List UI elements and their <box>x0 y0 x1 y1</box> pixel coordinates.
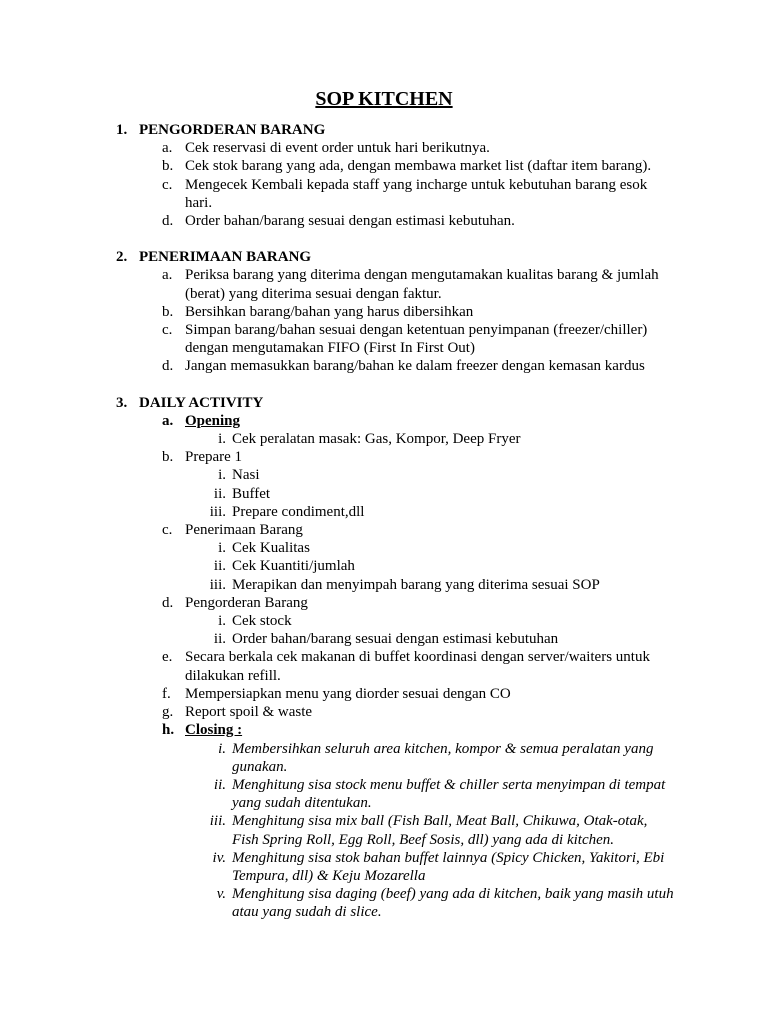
list-item-label: Report spoil & waste <box>185 704 313 721</box>
list-item-label: Secara berkala cek makanan di buffet koordinasi dengan server/waiters untuk dilakukan refill. <box>185 649 650 684</box>
list-item-text <box>185 521 675 539</box>
list-item-label: Prepare 1 <box>185 449 243 466</box>
sub-list-marker: i. <box>218 540 226 557</box>
sub-list-marker: iii. <box>209 503 226 520</box>
sub-list-item <box>0 503 768 521</box>
list-item-label: Simpan barang/bahan sesuai dengan ketentuan penyimpanan (freezer/chiller) dengan mengutamakan FIFO (First In First Out) <box>185 322 648 357</box>
section-1 <box>0 121 768 230</box>
list-item-label: Mempersiapkan menu yang diorder sesuai dengan CO <box>185 685 511 702</box>
list-item <box>0 266 768 302</box>
sub-list-text: Order bahan/barang sesuai dengan estimasi kebutuhan <box>232 631 559 648</box>
sub-list-item <box>0 485 768 503</box>
sub-list-marker: ii. <box>213 631 226 648</box>
list-item-label: Order bahan/barang sesuai dengan estimasi kebutuhan. <box>185 213 515 230</box>
sub-list-marker: iii. <box>209 576 226 593</box>
list-item-text <box>185 266 675 302</box>
sub-list-item <box>0 557 768 575</box>
sub-list-marker: i. <box>218 467 226 484</box>
sub-list-text: Menghitung sisa stock menu buffet & chiller serta menyimpan di tempat yang sudah ditentukan. <box>232 776 666 812</box>
sub-list-marker: i. <box>218 613 226 630</box>
list-item <box>0 412 768 430</box>
sub-list-item <box>0 430 768 448</box>
sub-list-item <box>0 776 768 812</box>
section-title: PENERIMAAN BARANG <box>139 249 312 266</box>
sub-list-item <box>0 576 768 594</box>
list-marker: g. <box>162 704 174 721</box>
list-item-label: Pengorderan Barang <box>185 594 308 611</box>
list-item <box>0 357 768 375</box>
section-number: 3. <box>116 394 128 411</box>
sub-list-marker: ii. <box>213 776 226 793</box>
sub-list-item <box>0 612 768 630</box>
list-marker: a. <box>162 267 173 284</box>
list-item-text <box>185 212 675 230</box>
list-item-text <box>185 448 675 466</box>
list-item <box>0 648 768 684</box>
sub-list-item <box>0 539 768 557</box>
sub-list-item <box>0 740 768 776</box>
sub-list-item <box>0 466 768 484</box>
list-item-text <box>185 721 675 739</box>
sub-list-marker: v. <box>216 886 226 903</box>
list-item-text <box>185 157 675 175</box>
list-item-text <box>185 176 675 212</box>
sub-list-text: Cek stock <box>232 613 292 630</box>
list-marker: d. <box>162 213 174 230</box>
sub-list-marker: i. <box>218 740 226 757</box>
sub-list-text: Prepare condiment,dll <box>232 503 365 520</box>
list-item-text <box>185 357 675 375</box>
sub-list-text: Cek Kualitas <box>232 540 310 557</box>
section-number: 2. <box>116 249 128 266</box>
section-heading <box>0 394 768 412</box>
sub-list-text: Menghitung sisa mix ball (Fish Ball, Meat Ball, Chikuwa, Otak-otak, Fish Spring Roll, Egg Roll, Beef Sosis, dll) yang ada di kitchen. <box>232 813 648 848</box>
section-title: PENGORDERAN BARANG <box>139 122 326 138</box>
list-item-label: Periksa barang yang diterima dengan mengutamakan kualitas barang & jumlah (berat) yang diterima sesuai dengan faktur. <box>185 267 659 302</box>
section-number: 1. <box>116 122 128 138</box>
sub-list-item <box>0 849 768 885</box>
list-item-text <box>185 303 675 321</box>
section-title: DAILY ACTIVITY <box>139 394 264 411</box>
sub-list-text: Buffet <box>232 485 271 502</box>
list-item-text <box>185 412 675 430</box>
list-item-text <box>185 321 675 357</box>
list-marker: c. <box>162 322 173 339</box>
list-item-text <box>185 594 675 612</box>
list-item <box>0 594 768 612</box>
sub-list-marker: iii. <box>209 813 226 830</box>
list-marker: a. <box>162 140 173 157</box>
list-item-label: Cek reservasi di event order untuk hari berikutnya. <box>185 140 490 157</box>
list-marker: b. <box>162 449 174 466</box>
document-title: SOP KITCHEN <box>315 88 453 110</box>
section-heading <box>0 121 768 139</box>
list-item-label: Penerimaan Barang <box>185 522 303 539</box>
sub-list-text: Merapikan dan menyimpah barang yang diterima sesuai SOP <box>232 576 600 593</box>
list-item <box>0 721 768 739</box>
sub-list-marker: i. <box>218 431 226 448</box>
list-item-label: Opening <box>185 412 241 429</box>
list-item-label: Jangan memasukkan barang/bahan ke dalam freezer dengan kemasan kardus <box>185 358 645 375</box>
list-item <box>0 703 768 721</box>
list-item <box>0 521 768 539</box>
list-item-text <box>185 703 675 721</box>
sub-list-item <box>0 885 768 921</box>
list-marker: b. <box>162 303 174 320</box>
sub-list-item <box>0 812 768 848</box>
list-item <box>0 448 768 466</box>
section-2 <box>0 248 768 375</box>
sub-list-marker: iv. <box>212 849 226 866</box>
list-item-text <box>185 685 675 703</box>
list-item-label: Closing : <box>185 722 243 739</box>
list-item-label: Mengecek Kembali kepada staff yang incharge untuk kebutuhan barang esok hari. <box>185 176 648 211</box>
sub-list-text: Membersihkan seluruh area kitchen, kompor & semua peralatan yang gunakan. <box>232 740 654 775</box>
section-3 <box>0 394 768 922</box>
list-marker: f. <box>162 685 171 702</box>
list-marker: d. <box>162 358 174 375</box>
list-marker: c. <box>162 522 173 539</box>
sub-list-marker: ii. <box>213 485 226 502</box>
list-item-label: Bersihkan barang/bahan yang harus dibersihkan <box>185 303 474 320</box>
list-item <box>0 139 768 157</box>
list-marker: c. <box>162 176 173 193</box>
list-item <box>0 685 768 703</box>
list-marker: d. <box>162 594 174 611</box>
sub-list-text: Menghitung sisa stok bahan buffet lainnya (Spicy Chicken, Yakitori, Ebi Tempura, dll) & Keju Mozarella <box>232 849 665 884</box>
list-item-text <box>185 648 675 684</box>
list-marker: a. <box>162 412 174 429</box>
sub-list-item <box>0 630 768 648</box>
list-item <box>0 176 768 212</box>
list-marker: b. <box>162 158 174 175</box>
list-item <box>0 303 768 321</box>
list-item <box>0 321 768 357</box>
list-item-label: Cek stok barang yang ada, dengan membawa market list (daftar item barang). <box>185 158 652 175</box>
sub-list-marker: ii. <box>213 558 226 575</box>
sub-list-text: Cek peralatan masak: Gas, Kompor, Deep Fryer <box>232 431 521 448</box>
list-item <box>0 212 768 230</box>
list-marker: h. <box>162 722 175 739</box>
list-item <box>0 157 768 175</box>
list-marker: e. <box>162 649 173 666</box>
sub-list-text: Cek Kuantiti/jumlah <box>232 558 355 575</box>
sub-list-text: Nasi <box>232 467 260 484</box>
document-body <box>0 121 768 940</box>
sub-list-text: Menghitung sisa daging (beef) yang ada di kitchen, baik yang masih utuh atau yang sudah di slice. <box>232 886 674 921</box>
list-item-text <box>185 139 675 157</box>
section-heading <box>0 248 768 266</box>
